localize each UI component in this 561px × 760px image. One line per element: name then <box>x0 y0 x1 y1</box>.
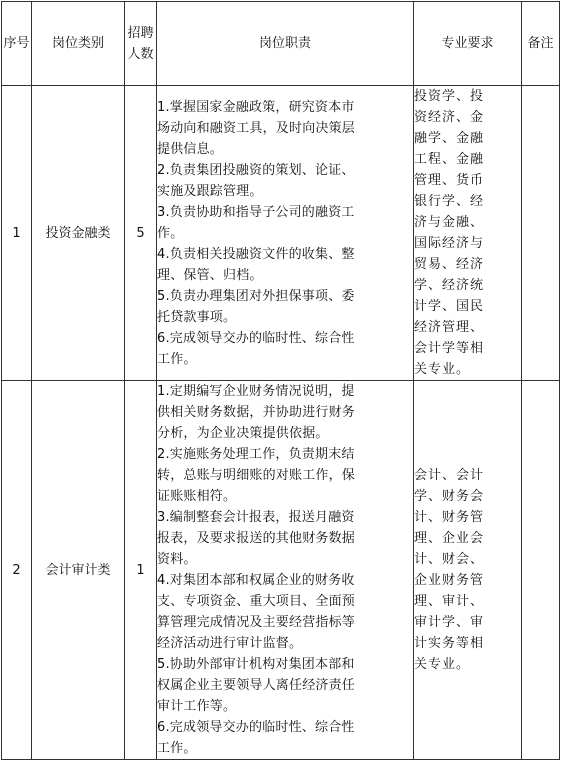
major-line: 会计学等相 <box>414 341 485 356</box>
major-line: 贸易、经济 <box>414 257 485 272</box>
major-line: 理、审计、 <box>414 594 485 609</box>
duty-line: 理、保管、归档。 <box>157 267 263 283</box>
duty-line: 审计工作等。 <box>157 699 237 714</box>
major-line: 经济管理、 <box>414 320 485 335</box>
duty-line: 4.对集团本部和权属企业的财务收 <box>157 573 355 588</box>
row-category: 会计审计类 <box>32 381 125 760</box>
duty-line: 作。 <box>157 225 184 241</box>
major-line: 工程、金融 <box>414 152 485 167</box>
header-category: 岗位类别 <box>32 2 125 86</box>
major-line: 关专业。 <box>414 657 471 672</box>
duty-line: 1.掌握国家金融政策，研究资本市 <box>157 99 355 115</box>
major-line: 管理、货币 <box>414 173 485 188</box>
duty-line: 5.负责办理集团对外担保事项、委 <box>157 288 355 304</box>
major-line: 计实务等相 <box>414 636 485 651</box>
duty-line: 支、专项资金、重大项目、全面预 <box>157 594 356 609</box>
duty-line: 1.定期编写企业财务情况说明，提 <box>157 384 355 399</box>
major-line: 国际经济与 <box>414 236 485 251</box>
row-major <box>414 86 522 381</box>
major-line: 计、财会、 <box>414 552 485 567</box>
table-row <box>2 86 560 381</box>
header-seq: 序号 <box>2 2 32 86</box>
header-major: 专业要求 <box>414 2 522 86</box>
row-count: 5 <box>125 86 157 381</box>
duty-line: 工作。 <box>157 741 197 756</box>
table-row <box>2 381 560 760</box>
major-line: 企业财务管 <box>414 573 485 588</box>
major-line: 融学、金融 <box>414 131 485 146</box>
row-duties <box>157 86 414 381</box>
duty-line: 托贷款事项。 <box>157 309 237 325</box>
duty-line: 经济活动进行审计监督。 <box>157 636 303 651</box>
duty-line: 工作。 <box>157 351 197 367</box>
duty-line: 权属企业主要领导人离任经济责任 <box>157 678 356 693</box>
header-remark: 备注 <box>522 2 560 86</box>
duty-line: 转，总账与明细账的对账工作，保 <box>157 468 356 483</box>
duty-line: 场动向和融资工具，及时向决策层 <box>157 120 356 136</box>
duty-line: 供相关财务数据，并协助进行财务 <box>157 405 356 420</box>
duty-line: 提供信息。 <box>157 141 224 157</box>
duty-line: 3.编制整套会计报表，报送月融资 <box>157 510 355 525</box>
duty-line: 5.协助外部审计机构对集团本部和 <box>157 657 355 672</box>
duty-line: 报表，及要求报送的其他财务数据 <box>157 531 356 546</box>
major-line: 学、经济统 <box>414 278 485 293</box>
row-count: 1 <box>125 381 157 760</box>
duty-line: 2.实施账务处理工作，负责期末结 <box>157 447 355 462</box>
row-seq: 1 <box>2 86 32 381</box>
duty-line: 6.完成领导交办的临时性、综合性 <box>157 330 355 346</box>
major-line: 计学、国民 <box>414 299 485 314</box>
row-remark <box>522 381 560 760</box>
header-duties: 岗位职责 <box>157 2 414 86</box>
duty-line: 3.负责协助和指导子公司的融资工 <box>157 204 355 220</box>
duty-line: 资料。 <box>157 552 197 567</box>
duty-line: 2.负责集团投融资的策划、论证、 <box>157 162 355 178</box>
major-line: 计、财务管 <box>414 510 485 525</box>
major-line: 理、企业会 <box>414 531 485 546</box>
recruitment-table <box>1 1 560 760</box>
major-line: 投资学、投 <box>414 89 485 104</box>
row-duties <box>157 381 414 760</box>
duty-line: 证账账相符。 <box>157 489 237 504</box>
header-row <box>2 2 560 86</box>
row-major <box>414 381 522 760</box>
duty-line: 4.负责相关投融资文件的收集、整 <box>157 246 355 262</box>
row-category: 投资金融类 <box>32 86 125 381</box>
duty-line: 实施及跟踪管理。 <box>157 183 263 199</box>
row-remark <box>522 86 560 381</box>
duty-line: 6.完成领导交办的临时性、综合性 <box>157 720 355 735</box>
header-count: 招聘人数 <box>125 2 157 86</box>
major-line: 关专业。 <box>414 362 471 377</box>
row-seq: 2 <box>2 381 32 760</box>
major-line: 会计、会计 <box>414 468 485 483</box>
duty-line: 分析，为企业决策提供依据。 <box>157 426 329 441</box>
major-line: 济与金融、 <box>414 215 485 230</box>
major-line: 审计学、审 <box>414 615 485 630</box>
major-line: 资经济、金 <box>414 110 485 125</box>
major-line: 银行学、经 <box>414 194 485 209</box>
duty-line: 算管理完成情况及主要经营指标等 <box>157 615 356 630</box>
major-line: 学、财务会 <box>414 489 485 504</box>
